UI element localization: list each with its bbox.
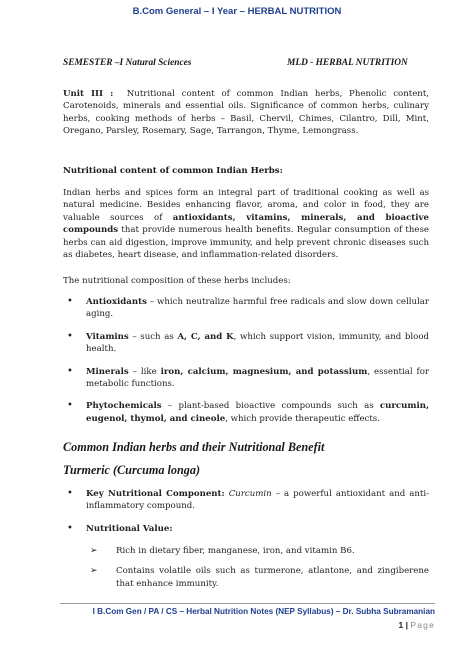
intro-text-bold: antioxidants, vitamins, minerals, and bioactive compounds [63,212,429,236]
nutritional-value-label: Nutritional Value: [86,523,173,534]
nutritional-value-list [87,545,429,598]
bullet-term: Vitamins [86,331,129,342]
list-item [63,296,429,321]
bullet-text: – which neutralize harmful free radicals and slow down cellular aging. [86,297,429,320]
herb-subheading-turmeric: Turmeric (Curcuma longa) [63,463,201,477]
bullet-text-2: , which support vision, immunity, and blood health. [86,331,429,355]
intro-text-b: that provide numerous health benefits. Regular consumption of these herbs can aid digestion, improve immunity, and help prevent chronic diseases such as diabetes, heart disease, and inflammation-related disorders. [63,225,429,261]
list-item [63,488,429,513]
page-number [398,620,435,630]
footer-divider [60,603,435,604]
composition-intro: The nutritional composition of these herbs includes: [63,276,291,286]
bullet-term: Phytochemicals [86,401,162,412]
bullet-text: – such as [128,331,178,342]
bullet-text-2: , essential for metabolic functions. [86,366,429,390]
bullet-term: Minerals [86,366,129,377]
page-separator: | [405,620,408,630]
bullet-icon: • [67,400,73,412]
intro-paragraph [63,187,429,261]
footer-text: I B.Com Gen / PA / CS – Herbal Nutrition Notes (NEP Syllabus) – Dr. Subha Subramanian [92,607,435,616]
unit-text: Nutritional content of common Indian herbs, Phenolic content, Carotenoids, minerals and essential oils. Significance of common herbs, culinary herbs, cooking methods of herbs – Basil, Chervil, Chimes, Cilantro, Dill, Mint, Oregano, Parsley, Rosemary, Sage, Tarrangon, Thyme, Lemongrass. [63,89,430,137]
bullet-icon: • [67,296,73,307]
section-heading-nutritional-content: Nutritional content of common Indian Herbs: [63,166,283,176]
bullet-term: Antioxidants [86,297,147,307]
arrow-bullet-icon: ➢ [90,566,98,577]
list-item [63,400,429,425]
turmeric-bullet-list [63,488,429,545]
list-item [87,565,429,590]
key-component-label: Key Nutritional Component: [86,489,225,499]
bullet-term-2: curcumin, eugenol, thymol, and cineole [86,401,429,424]
unit-label: Unit III : [63,89,114,99]
list-item [63,523,429,535]
page-header-title: B.Com General – I Year – HERBAL NUTRITION [132,6,342,17]
bullet-text: – like [128,366,161,377]
nutritional-value-item: Contains volatile oils such as turmerone, atlantone, and zingiberene that enhance immunity. [116,566,429,589]
bullet-icon: • [67,330,73,342]
list-item [87,545,429,557]
section-heading-herb-benefits: Common Indian herbs and their Nutritional Benefit [63,440,325,454]
page-number-value: 1 [398,620,404,630]
bullet-term-2: A, C, and K [177,331,234,342]
bullet-text: – plant-based bioactive compounds such as [161,401,380,412]
bullet-term-2: iron, calcium, magnesium, and potassium [160,366,368,377]
bullet-text-2: , which provide therapeutic effects. [225,413,380,424]
nutritional-value-item: Rich in dietary fiber, manganese, iron, and vitamin B6. [116,546,355,556]
course-code-label: MLD - HERBAL NUTRITION [287,58,408,68]
list-item [63,331,429,356]
bullet-icon: • [67,522,73,534]
unit-description [63,88,429,138]
composition-bullet-list [63,296,429,435]
page-word: Page [410,620,435,630]
key-component-name: Curcumin [228,489,272,499]
arrow-bullet-icon: ➢ [90,546,98,556]
semester-label: SEMESTER –I Natural Sciences [63,58,192,68]
bullet-icon: • [67,488,73,499]
bullet-icon: • [67,365,73,377]
intro-text-a: Indian herbs and spices form an integral part of traditional cooking as well as natural medicine. Besides enhancing flavor, aroma, and color in food, they are valuable sources of [63,188,429,223]
key-component-text: – a powerful antioxidant and anti-inflammatory compound. [86,489,430,512]
list-item [63,366,429,391]
